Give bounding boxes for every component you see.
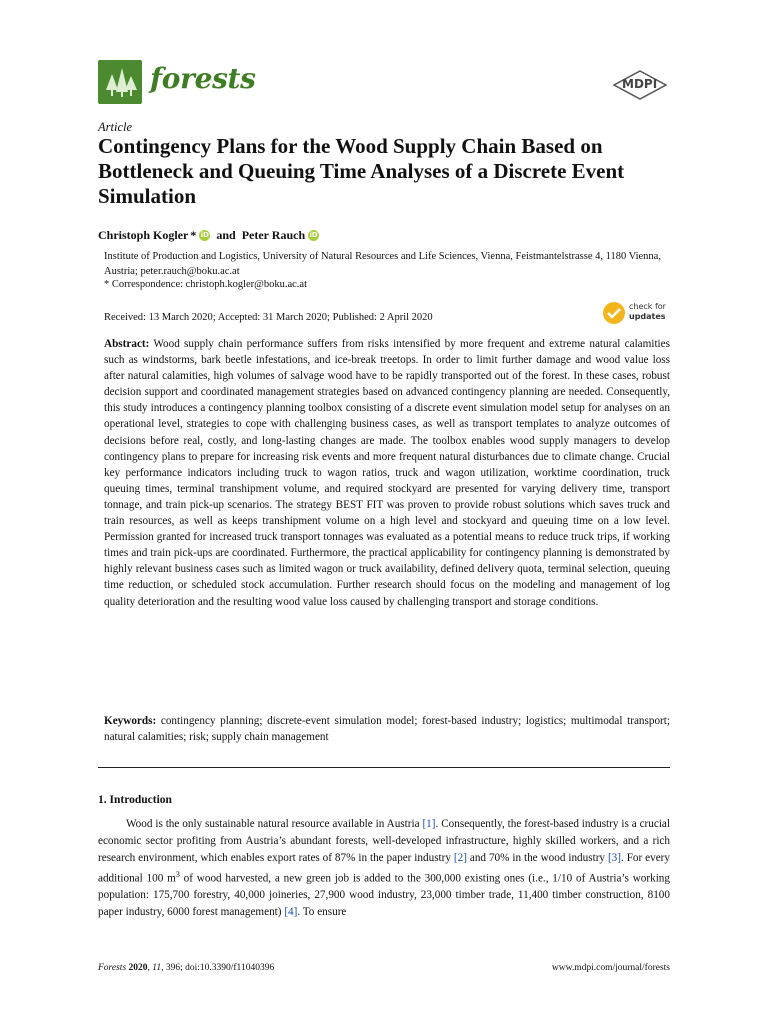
journal-logo — [98, 60, 348, 104]
author-list — [98, 228, 319, 243]
intro-text: and 70% in the wood industry — [466, 851, 608, 864]
introduction-paragraph — [98, 816, 670, 921]
check-updates-icon — [602, 301, 626, 325]
citation-link[interactable]: [4] — [284, 906, 298, 919]
author-joiner: and — [216, 228, 236, 242]
abstract — [104, 336, 670, 610]
author-name[interactable]: Christoph Kogler — [98, 228, 189, 242]
section-divider — [98, 767, 670, 768]
author-name[interactable]: Peter Rauch — [241, 228, 306, 242]
corresponding-marker: * — [190, 228, 197, 242]
check-updates-line2: updates — [629, 312, 666, 321]
journal-name: forests — [150, 62, 256, 95]
keywords — [104, 713, 670, 745]
keywords-label: Keywords: — [104, 715, 157, 727]
mdpi-logo — [612, 70, 668, 100]
keywords-text: contingency planning; discrete-event simulation model; forest-based industry; logistics; multimodal transport; natural calamities; risk; supply chain management — [104, 715, 671, 744]
abstract-text: Wood supply chain performance suffers from risks intensified by more frequent and extreme natural calamities such as windstorms, bark beetle infestations, and ice-break treetops. In order to limit further damage and wood value loss after natural calamities, high volumes of salvage wood have to be rapidly transported out of the forest. In these cases, robust decision support and coordinated management strategies based on advanced contingency planning are needed. Consequently, this study introduces a contingency planning toolbox consisting of a discrete event simulation model setup for analyses on an operational level, strategies to cope with challenging business cases, as well as transport templates to analyze outcomes of decisions before real, costly, and long-lasting changes are made. The toolbox enables wood supply managers to develop contingency plans to prepare for increasing risk events and more frequent natural disturbances due to climate change. Crucial key performance indicators including truck to wagon ratios, truck and wagon utilization, worktime coordination, truck queuing times, terminal transhipment volume, and required stockyard are presented for varying delivery time, transport tonnage, and train pick-up scenarios. The strategy BEST FIT was proven to provide robust solutions which saves truck and train resources, as well as keeps transhipment volume on a high level and stockyard and queuing time on a low level. Permission granted for increased truck transport tonnages was evaluated as a potential means to reduce truck trips, if working times and train pick-ups are coordinated. Furthermore, the practical applicability for contingency planning is demonstrated by highly relevant business cases such as limited wagon or truck availability, defined delivery quota, terminal selection, queuing time reduction, or scheduled stock accumulation. Further research should focus on the modeling and management of log quality deterioration and the resulting wood value loss caused by challenging transport and storage conditions. — [104, 338, 670, 608]
affiliation: Institute of Production and Logistics, University of Natural Resources and Life Sciences, Vienna, Feistmantelstrasse 4, 1180 Vienna, Austria; peter.rauch@boku.ac.at — [104, 251, 661, 277]
superscript: 3 — [175, 869, 180, 879]
check-updates-line1: check for — [629, 302, 666, 311]
footer-volume: 11 — [152, 963, 162, 973]
intro-text: of wood harvested, a new green job is added to the 300,000 existing ones (i.e., 1/10 of Austria’s working population: 175,700 forestry, 40,000 joineries, 27,900 wood industry, 23,000 timber trade, 11,400 timber construction, 8100 paper industry, 6000 forest management) — [98, 872, 670, 919]
footer-year: 2020 — [128, 963, 148, 973]
intro-text: . Consequently, the forest-based industry is a crucial economic sector profiting from Austria’s abundant forests, well-developed infrastructure, highly skilled workers, and a rich research environment, which enables export rates of 87% in the paper industry — [98, 818, 671, 864]
intro-text: . For every additional 100 m — [98, 851, 671, 885]
footer-journal: Forests — [98, 963, 127, 973]
check-updates-badge[interactable] — [602, 300, 674, 326]
intro-text: . To ensure — [297, 906, 347, 919]
journal-url[interactable]: www.mdpi.com/journal/forests — [551, 963, 670, 973]
section-title: 1. Introduction — [98, 794, 172, 806]
footer-doi[interactable]: , 396; doi:10.3390/f11040396 — [161, 963, 275, 973]
article-type: Article — [98, 120, 133, 134]
citation-footer: Forests 2020, 11, 396; doi:10.3390/f11040396 — [98, 963, 275, 973]
publisher-name: MDPI — [622, 77, 658, 91]
intro-text: Wood is the only sustainable natural resource available in Austria — [126, 818, 423, 830]
orcid-icon[interactable]: iD — [309, 231, 318, 239]
orcid-icon[interactable]: iD — [200, 231, 209, 239]
abstract-label: Abstract: — [104, 338, 150, 350]
correspondence: * Correspondence: christoph.kogler@boku.ac.at — [104, 279, 307, 290]
citation-link[interactable]: [1] — [422, 818, 436, 830]
paper-title: Contingency Plans for the Wood Supply Chain Based on Bottleneck and Queuing Time Analyses of a Discrete Event Simulation — [98, 134, 625, 208]
citation-link[interactable]: [2] — [453, 851, 467, 864]
citation-link[interactable]: [3] — [607, 851, 621, 864]
publication-dates: Received: 13 March 2020; Accepted: 31 March 2020; Published: 2 April 2020 — [104, 312, 433, 323]
tree-logo-icon — [98, 60, 142, 104]
